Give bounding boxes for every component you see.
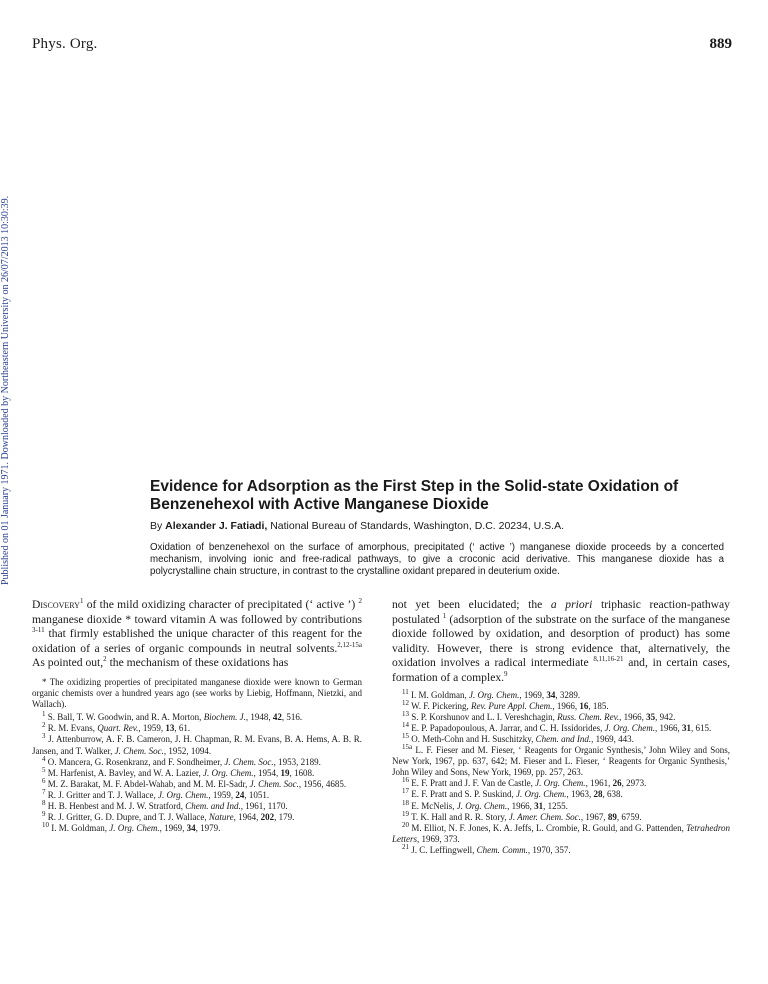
reference-year: , 1954, [253,767,281,778]
affiliation: National Bureau of Standards, Washington, D.C. 20234, U.S.A. [267,520,564,532]
reference-journal: J. Org. Chem. [604,722,656,733]
reference-volume: 19 [280,767,290,778]
reference-item [392,798,730,812]
reference-number: 2 [42,721,46,730]
reference-pages: , 185. [588,700,609,711]
reference-year: , 1959, [208,789,236,800]
reference-number: 8 [42,799,46,807]
reference-number: 11 [402,687,409,696]
ref-sup: 2 [103,655,107,664]
reference-volume: 202 [260,812,275,823]
body-text: the mechanism of these oxidations has [106,656,289,670]
reference-authors: S. Ball, T. W. Goodwin, and R. A. Morton, [45,712,204,723]
reference-item [392,820,730,845]
ref-sup: 8,11,16-21 [593,655,624,664]
reference-item [392,720,730,734]
reference-authors: W. F. Pickering, [409,700,472,711]
reference-journal: J. Org. Chem. [469,689,520,700]
body-text: triphasic reaction-pathway postulated [392,598,730,626]
reference-item [392,809,730,823]
reference-year: , 1961, 1170. [240,801,288,811]
reference-number: 3 [42,732,46,741]
reference-number: 18 [402,798,409,807]
reference-number: 9 [42,810,46,819]
reference-pages: , 2973. [621,778,647,789]
reference-authors: M. Harfenist, A. Bavley, and W. A. Lazier, [45,767,204,778]
reference-authors: E. McNelis, [409,800,457,811]
reference-authors: M. Z. Barakat, M. F. Abdel-Wahab, and M. M. El-Sadr, [45,778,250,789]
body-paragraph-left [32,598,362,671]
reference-pages: , 3289. [555,689,581,700]
italic-term: a priori [550,598,593,611]
reference-number: 16 [402,776,409,785]
body-text: of the mild oxidizing character of precipitated (‘ active ’) [83,598,359,611]
reference-number: 7 [42,787,46,796]
reference-journal: Chem. and Ind. [535,733,592,744]
reference-year: , 1966, [655,722,683,733]
byline [150,520,730,532]
reference-authors: I. M. Goldman, [408,689,469,700]
reference-number: 10 [42,821,49,830]
reference-pages: , 1608. [289,767,315,778]
footnote-text: The oxidizing properties of precipitated manganese dioxide were known to German organic chemists over a hundred years ago (see works by Liebig, Hoffmann, Nietzki, and Wallach). [32,676,362,710]
reference-year: , 1963, [566,789,594,800]
reference-journal: Chem. Comm. [476,844,528,855]
reference-item [32,754,362,768]
body-paragraph-right [392,598,730,686]
reference-authors: J. Attenburrow, A. F. B. Cameron, J. H. Chapman, R. M. Evans, B. A. Hems, A. B. R. Jansen, and T. Walker, [32,734,362,756]
ref-sup: 2 [358,597,362,606]
reference-item [392,745,730,778]
reference-item [32,765,362,779]
reference-pages: , 6759. [616,811,642,822]
reference-journal: Chem. and Ind. [185,801,241,811]
reference-journal: Biochem. J. [203,712,246,723]
left-column [32,598,362,834]
reference-year: , 1969, 373. [417,833,460,844]
download-notice-sidebar: Published on 01 January 1971. Downloaded by Northeastern University on 26/07/2013 10:30:39. [0,195,11,585]
reference-authors: R. M. Evans, [45,723,98,734]
reference-authors: O. Mancera, G. Rosenkranz, and F. Sondheimer, [45,756,225,767]
reference-volume: 35 [646,711,656,722]
reference-authors: E. F. Pratt and S. P. Suskind, [409,789,517,800]
reference-authors: T. K. Hall and R. R. Story, [409,811,509,822]
reference-year: , 1967, [580,811,608,822]
reference-journal: Nature [208,812,234,823]
reference-journal: J. Chem. Soc. [224,756,274,767]
reference-item [32,776,362,790]
reference-year: , 1969, [159,823,187,834]
ref-sup: 1 [442,611,447,620]
body-text: that firmly established the unique character of this reagent for the oxidation of a series of organic compounds in neutral solvents. [32,627,362,655]
reference-item [392,709,730,723]
reference-journal: Quart. Rev. [97,723,139,734]
reference-pages: , 942. [655,711,676,722]
article-title: Evidence for Adsorption as the First Step in the Solid-state Oxidation of Benzenehexol with Active Manganese Dioxide [150,478,679,513]
reference-number: 20 [402,820,409,829]
reference-authors: S. P. Korshunov and L. I. Vereshchagin, [409,711,558,722]
reference-item [32,734,362,756]
reference-item [392,731,730,745]
reference-volume: 89 [607,811,617,822]
reference-pages: , 615. [691,722,712,733]
reference-item [32,801,362,812]
reference-volume: 31 [682,722,692,733]
ref-sup: 3-11 [32,626,45,635]
reference-pages: , 179. [274,812,295,823]
ref-sup: 9 [504,670,508,679]
reference-volume: 31 [534,800,544,811]
reference-journal: J. Org. Chem. [158,789,209,800]
body-text: manganese dioxide * toward vitamin A was followed by contributions [32,612,362,626]
reference-authors: I. M. Goldman, [49,823,110,834]
reference-pages: , 638. [602,789,623,800]
reference-volume: 24 [235,789,245,800]
reference-pages: , 1255. [543,800,568,811]
reference-number: 6 [42,776,46,785]
reference-authors: E. P. Papadopoulous, A. Jarrar, and C. H. Issidorides, [409,722,605,733]
reference-journal: J. Org. Chem. [109,823,160,834]
reference-year: , 1966, [507,800,535,811]
reference-journal: J. Org. Chem. [203,767,254,778]
ref-sup: 2,12-15a [337,640,362,649]
reference-item [32,812,362,823]
reference-authors: O. Meth-Cohn and H. Suschitzky, [409,733,536,744]
reference-journal: J. Org. Chem. [456,800,508,811]
reference-item [392,778,730,789]
reference-list-left [32,712,362,834]
reference-year: , 1948, [245,712,273,723]
running-head: Phys. Org. [32,36,98,52]
reference-journal: J. Chem. Soc. [249,778,299,789]
reference-number: 21 [402,842,409,851]
reference-authors: J. C. Leffingwell, [409,844,477,855]
reference-pages: , 516. [281,712,303,723]
page-number: 889 [709,36,732,52]
reference-volume: 13 [165,723,175,734]
reference-number: 12 [402,698,409,707]
reference-pages: , 61. [174,723,191,734]
reference-list-right [392,687,730,856]
reference-authors: H. B. Henbest and M. J. W. Stratford, [45,801,186,811]
author-name: Alexander J. Fatiadi, [165,520,268,532]
reference-volume: 42 [272,712,282,723]
reference-item [32,787,362,801]
reference-pages: , 1051. [244,789,270,800]
dropcap-word: Discovery [32,598,80,611]
reference-year: , 1964, [233,812,261,823]
reference-authors: L. F. Fieser and M. Fieser, ‘ Reagents for Organic Synthesis,’ John Wiley and Sons, New York, 1967, pp. 637, 642; M. Fieser and L. Fieser, ‘ Reagents for Organic Synthesis,’ John Wiley and Sons, New York, 1969, pp. 257, 263. [392,745,730,778]
reference-volume: 28 [593,789,603,800]
reference-item [32,823,362,834]
reference-item [392,789,730,800]
reference-number: 13 [402,709,409,718]
right-column [392,598,730,856]
reference-authors: R. J. Gritter, G. D. Dupre, and T. J. Wallace, [45,812,209,823]
reference-volume: 26 [612,778,622,789]
body-text: (adsorption of the substrate on the surface of the manganese dioxide followed by oxidation, and desorption of product) has some validity. However, there is strong evidence that, alternatively, the oxidation involves a radical intermediate [392,612,731,670]
body-text: not yet been elucidated; the [392,598,551,611]
reference-journal: J. Chem. Soc. [114,745,164,756]
reference-journal: J. Org. Chem. [516,789,567,800]
reference-pages: , 1979. [195,823,221,834]
reference-number: 4 [42,754,46,763]
footnote-mark: * [42,676,50,687]
reference-volume: 34 [186,823,196,834]
reference-year: , 1969, 443. [591,733,634,744]
reference-journal: Rev. Pure Appl. Chem. [471,700,553,711]
reference-authors: M. Elliot, N. F. Jones, K. A. Jeffs, L. Crombie, R. Gould, and G. Pattenden, [409,822,687,833]
reference-year: , 1956, 4685. [298,778,347,789]
reference-journal: Russ. Chem. Rev. [557,711,620,722]
reference-number: 15 [402,731,409,740]
reference-year: , 1959, [138,723,166,734]
footnote [32,677,362,710]
reference-authors: R. J. Gritter and T. J. Wallace, [45,789,158,800]
reference-item [32,723,362,734]
reference-journal: Tetrahedron Letters [392,822,730,844]
reference-number: 5 [42,765,46,774]
body-text: As pointed out, [32,656,104,670]
ref-sup: 1 [79,597,84,606]
reference-item [392,842,730,856]
reference-journal: J. Org. Chem. [535,778,586,789]
reference-item [392,687,730,701]
reference-authors: E. F. Pratt and J. F. Van de Castle, [409,778,536,789]
reference-number: 14 [402,720,409,729]
reference-year: , 1966, [552,700,580,711]
reference-year: , 1953, 2189. [273,756,321,767]
reference-number: 15a [402,743,413,752]
reference-year: , 1952, 1094. [163,745,212,756]
abstract: Oxidation of benzenehexol on the surface of amorphous, precipitated (‘ active ’) manganese dioxide proceeds by a concerted mechanism, involving ionic and free-radical pathways, to give a croconic acid derivative. This manganese dioxide has a polycrystalline chain structure, in contrast to the crystalline oxidant prepared in deuterium oxide. [150,542,724,578]
reference-journal: J. Amer. Chem. Soc. [508,811,581,822]
reference-number: 1 [42,710,46,719]
reference-volume: 16 [579,700,589,711]
reference-year: , 1966, [619,711,647,722]
byline-prefix: By [150,520,166,532]
reference-item [392,698,730,712]
reference-year: , 1970, 357. [527,844,571,855]
reference-year: , 1961, [585,778,613,789]
reference-item [32,712,362,723]
reference-number: 17 [402,787,409,796]
reference-year: , 1969, [519,689,547,700]
reference-volume: 34 [546,689,556,700]
reference-number: 19 [402,809,409,818]
body-text: and, in certain cases, formation of a complex. [392,656,730,684]
